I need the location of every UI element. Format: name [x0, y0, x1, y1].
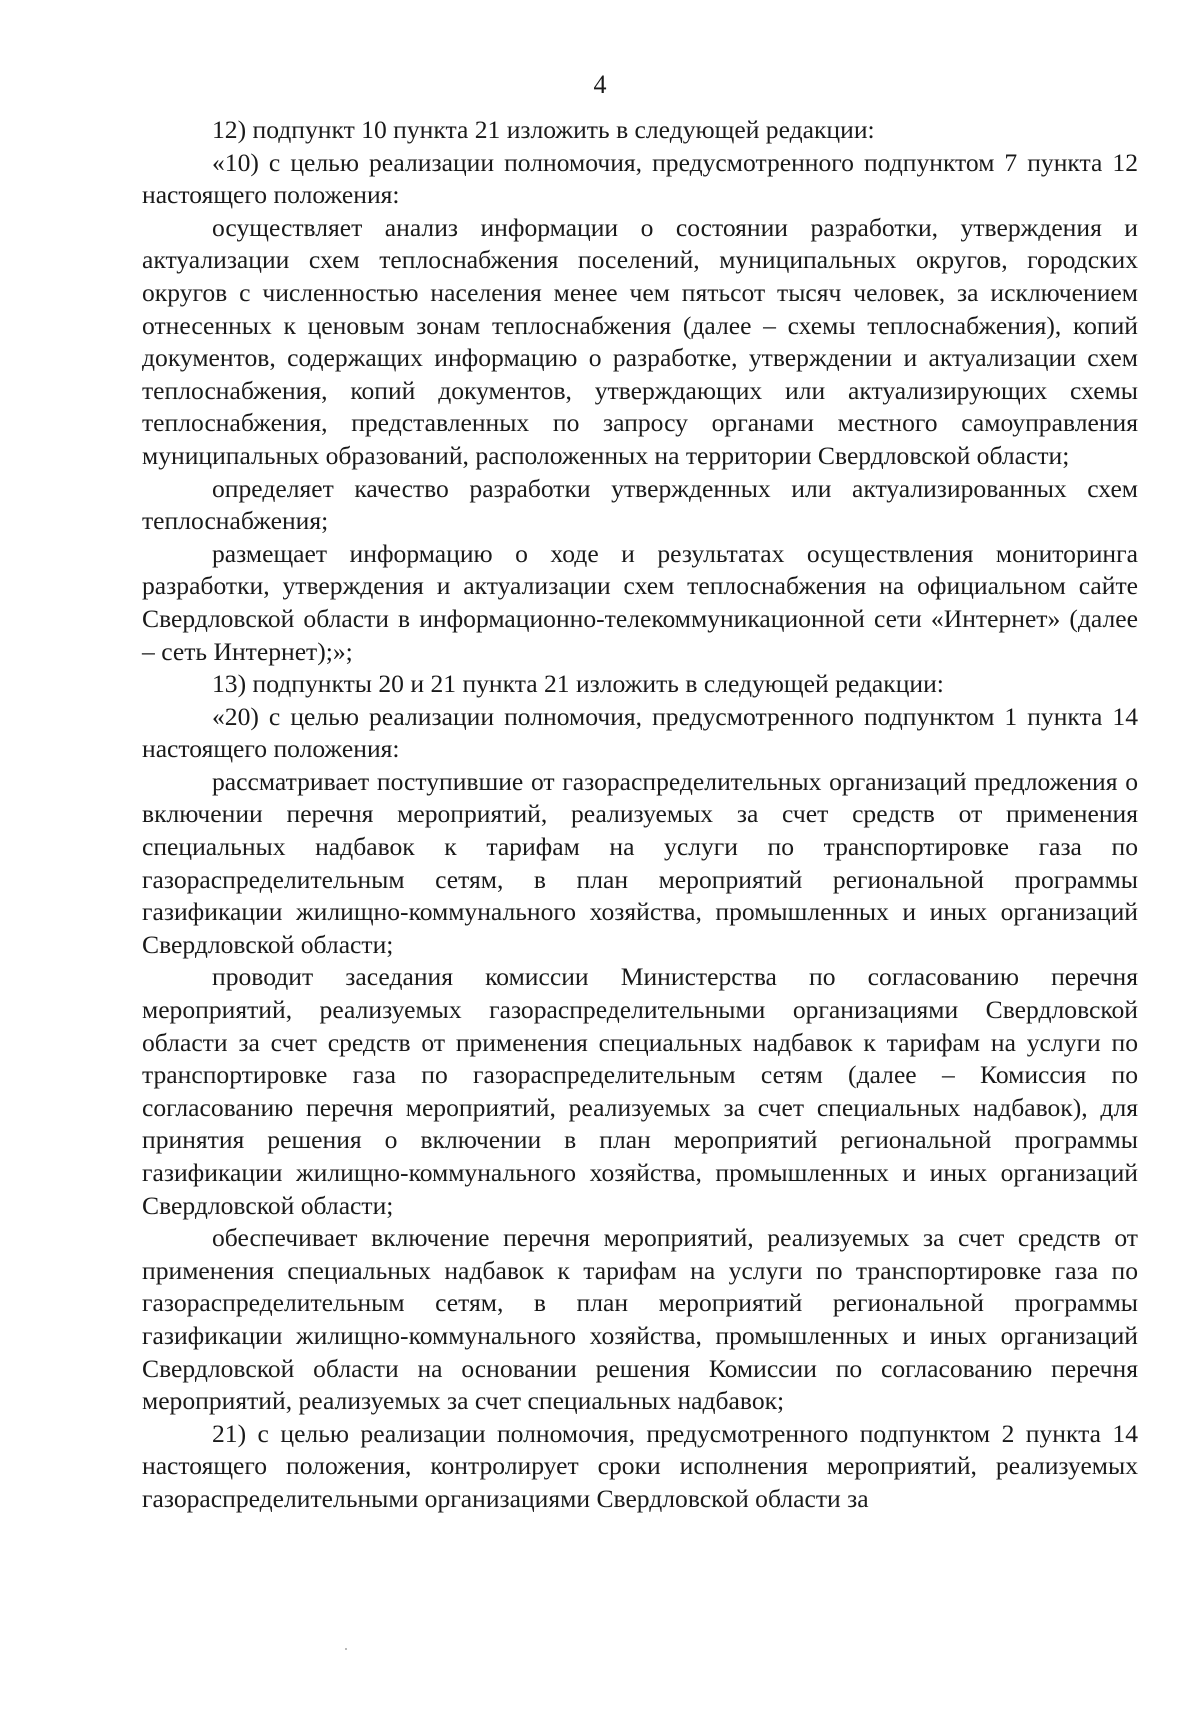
- paragraph-commission-meetings: проводит заседания комиссии Министерства по согласованию перечня мероприятий, реализуемых газораспределительными организациями Свердловской области за счет средств от применения специальных надбавок к тарифам на услуги по транспортировке газа по газораспределительным сетям (далее – Комиссия по согласованию перечня мероприятий, реализуемых за счет специальных надбавок), для принятия решения о включении в план мероприятий региональной программы газификации жилищно-коммунального хозяйства, промышленных и иных организаций Свердловской области;: [142, 962, 1138, 1220]
- paragraph-amendment-13: 13) подпункты 20 и 21 пункта 21 изложить в следующей редакции:: [212, 669, 944, 699]
- paragraph-proposals-review: рассматривает поступившие от газораспределительных организаций предложения о включении перечня мероприятий, реализуемых за счет средств от применения специальных надбавок к тарифам на услуги по транспортировке газа по газораспределительным сетям, в план мероприятий региональной программы газификации жилищно-коммунального хозяйства, промышленных и иных организаций Свердловской области;: [142, 766, 1138, 959]
- page-number: 4: [593, 70, 607, 99]
- paragraph-subitem-21: 21) с целью реализации полномочия, предусмотренного подпунктом 2 пункта 14 настоящего положения, контролирует сроки исполнения мероприятий, реализуемых газораспределительными организациями Свердловской области за: [142, 1418, 1138, 1513]
- scan-speck: [345, 1648, 347, 1650]
- document-body: [142, 114, 1138, 1516]
- paragraph-subitem-20: «20) с целью реализации полномочия, предусмотренного подпунктом 1 пункта 14 настоящего положения:: [142, 701, 1138, 764]
- paragraph-amendment-12: 12) подпункт 10 пункта 21 изложить в следующей редакции:: [212, 115, 875, 144]
- paragraph-subitem-10: «10) с целью реализации полномочия, предусмотренного подпунктом 7 пункта 12 настоящего положения:: [142, 147, 1138, 210]
- paragraph-heat-supply-analysis: осуществляет анализ информации о состоянии разработки, утверждения и актуализации схем теплоснабжения поселений, муниципальных округов, городских округов с численностью населения менее чем пятьсот тысяч человек, за исключением отнесенных к ценовым зонам теплоснабжения (далее – схемы теплоснабжения), копий документов, содержащих информацию о разработке, утверждении и актуализации схем теплоснабжения, копий документов, утверждающих или актуализирующих схемы теплоснабжения, представленных по запросу органами местного самоуправления муниципальных образований, расположенных на территории Свердловской области;: [142, 212, 1138, 470]
- paragraph-quality-assessment: определяет качество разработки утвержденных или актуализированных схем теплоснабжения;: [142, 473, 1138, 536]
- paragraph-publication: размещает информацию о ходе и результатах осуществления мониторинга разработки, утверждения и актуализации схем теплоснабжения на официальном сайте Свердловской области в информационно-телекоммуникационной сети «Интернет» (далее – сеть Интернет);»;: [142, 538, 1138, 666]
- paragraph-plan-inclusion: обеспечивает включение перечня мероприятий, реализуемых за счет средств от применения специальных надбавок к тарифам на услуги по транспортировке газа по газораспределительным сетям, в план мероприятий региональной программы газификации жилищно-коммунального хозяйства, промышленных и иных организаций Свердловской области на основании решения Комиссии по согласованию перечня мероприятий, реализуемых за счет специальных надбавок;: [142, 1223, 1138, 1416]
